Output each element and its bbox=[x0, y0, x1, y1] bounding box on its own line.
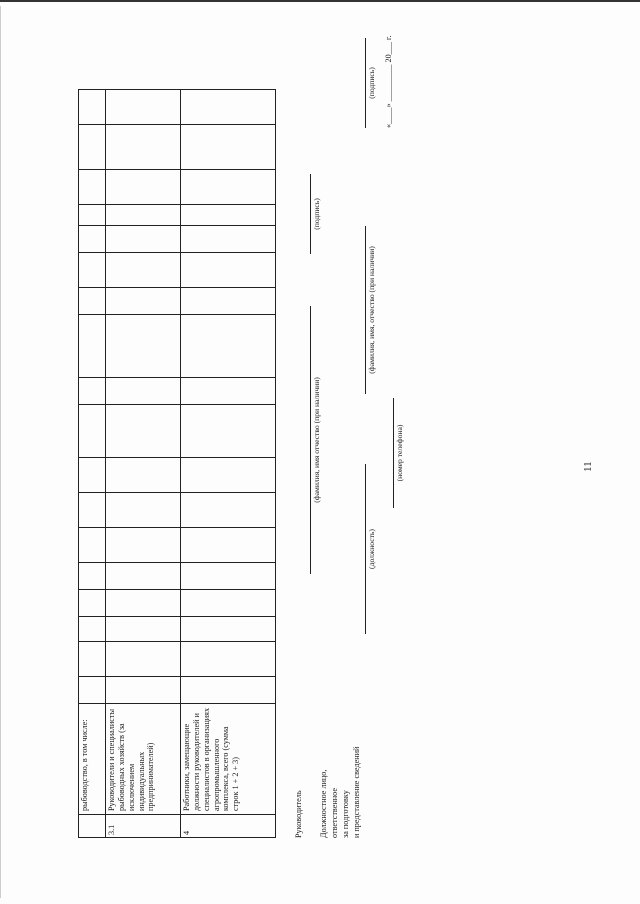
table-cell bbox=[79, 253, 106, 288]
phone-caption: (номер телефона) bbox=[395, 424, 404, 482]
responsible-label-line: за подготовку bbox=[341, 790, 351, 838]
statistics-table bbox=[78, 89, 276, 838]
table-cell bbox=[79, 315, 106, 378]
table-cell bbox=[106, 493, 181, 528]
table-cell bbox=[79, 378, 106, 405]
page-number: 11 bbox=[582, 461, 594, 472]
phone-line bbox=[393, 398, 394, 508]
table-cell bbox=[106, 642, 181, 677]
table-cell bbox=[181, 528, 276, 563]
table-cell bbox=[181, 125, 276, 170]
table-cell bbox=[106, 590, 181, 617]
responsible-signature-line bbox=[365, 38, 366, 128]
table-cell bbox=[79, 458, 106, 493]
table-cell bbox=[181, 315, 276, 378]
position-line bbox=[365, 464, 366, 634]
table-cell bbox=[181, 458, 276, 493]
table-cell bbox=[106, 405, 181, 458]
table-cell bbox=[181, 253, 276, 288]
table-cell bbox=[79, 617, 106, 642]
table-cell bbox=[79, 528, 106, 563]
table-cell bbox=[106, 226, 181, 253]
table-cell bbox=[79, 170, 106, 205]
table-cell bbox=[79, 677, 106, 704]
table-cell bbox=[181, 205, 276, 226]
row-name: рыбоводство, в том числе: bbox=[79, 704, 106, 815]
table-cell bbox=[106, 458, 181, 493]
responsible-signature-caption: (подпись) bbox=[367, 67, 376, 99]
head-fio-line bbox=[310, 306, 311, 574]
table-row bbox=[181, 90, 276, 838]
table-cell bbox=[79, 590, 106, 617]
table-cell bbox=[79, 493, 106, 528]
table-cell bbox=[181, 378, 276, 405]
table-cell bbox=[181, 170, 276, 205]
responsible-label-line: Должностное лицо, bbox=[319, 769, 328, 838]
date-field: «____» _________ 20___ г. bbox=[384, 35, 393, 128]
table-cell bbox=[106, 170, 181, 205]
table-cell bbox=[181, 405, 276, 458]
table-cell bbox=[106, 125, 181, 170]
table-row bbox=[106, 90, 181, 838]
table-cell bbox=[79, 90, 106, 125]
table-cell bbox=[79, 405, 106, 458]
row-name: Руководители и специалисты рыбоводных хозяйств (за исключением индивидуальных предпринимателей) bbox=[106, 704, 181, 815]
responsible-person-label bbox=[318, 747, 362, 838]
table-cell bbox=[106, 677, 181, 704]
head-fio-caption: (фамилия, имя отчество (при наличии) bbox=[312, 377, 321, 503]
position-caption: (должность) bbox=[367, 529, 376, 569]
table-cell bbox=[181, 288, 276, 315]
head-signature-caption: (подпись) bbox=[312, 198, 321, 230]
row-number: 3.1 bbox=[106, 815, 181, 838]
row-name: Работники, замещающие должности руководителей и специалистов в организациях агропромышленного комплекса, всего (сумма строк 1 + 2 + 3) bbox=[181, 704, 276, 815]
table-cell bbox=[106, 617, 181, 642]
table-cell bbox=[79, 642, 106, 677]
table-cell bbox=[181, 677, 276, 704]
table-cell bbox=[106, 288, 181, 315]
table-cell bbox=[181, 90, 276, 125]
table-cell bbox=[79, 125, 106, 170]
head-label: Руководитель bbox=[294, 790, 303, 838]
table-cell bbox=[181, 563, 276, 590]
table-cell bbox=[181, 226, 276, 253]
table-cell bbox=[106, 563, 181, 590]
responsible-fio-line bbox=[365, 226, 366, 394]
table-cell bbox=[79, 205, 106, 226]
table-cell bbox=[79, 226, 106, 253]
table-cell bbox=[181, 493, 276, 528]
table-row bbox=[79, 90, 106, 838]
table-cell bbox=[106, 90, 181, 125]
table-cell bbox=[181, 617, 276, 642]
table-cell bbox=[181, 590, 276, 617]
row-number: 4 bbox=[181, 815, 276, 838]
responsible-label-line: и представление сведений bbox=[352, 746, 362, 838]
responsible-fio-caption: (фамилия, имя, отчество (при наличии) bbox=[367, 246, 376, 374]
responsible-label-line: ответственное bbox=[330, 788, 340, 838]
table-cell bbox=[79, 563, 106, 590]
table-cell bbox=[79, 288, 106, 315]
head-signature-line bbox=[310, 174, 311, 254]
table-cell bbox=[106, 528, 181, 563]
table-cell bbox=[106, 315, 181, 378]
row-number bbox=[79, 815, 106, 838]
table-cell bbox=[106, 378, 181, 405]
table-cell bbox=[106, 205, 181, 226]
table-cell bbox=[181, 642, 276, 677]
table-cell bbox=[106, 253, 181, 288]
